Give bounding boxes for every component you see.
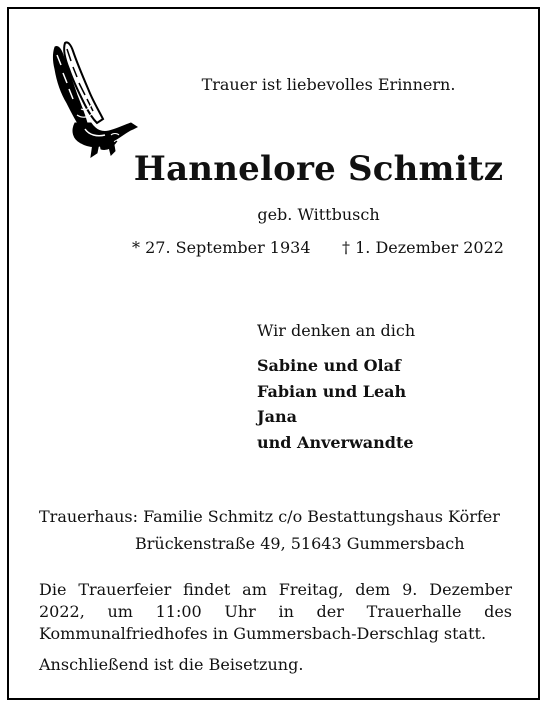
ceremony-info: Die Trauerfeier findet am Freitag, dem 9. Dezember 2022, um 11:00 Uhr in der Trauerhalle des Kommunalfriedhofes in Gummersbach-Derschlag statt. xyxy=(39,580,512,643)
motto: Trauer ist liebevolles Erinnern. xyxy=(201,75,456,94)
obituary-card xyxy=(7,7,540,700)
death-date: † 1. Dezember 2022 xyxy=(342,238,504,257)
deceased-name: Hannelore Schmitz xyxy=(133,149,504,189)
mourner-item: und Anverwandte xyxy=(257,432,414,452)
birth-date: * 27. September 1934 xyxy=(132,238,311,257)
mourner-item: Fabian und Leah xyxy=(257,381,407,401)
house-address: Brückenstraße 49, 51643 Gummersbach xyxy=(135,534,465,553)
burial-info: Anschließend ist die Beisetzung. xyxy=(39,655,304,674)
mourners-list xyxy=(257,353,414,455)
house-of-mourning: Trauerhaus: Familie Schmitz c/o Bestattungshaus Körfer xyxy=(39,507,500,526)
praying-hands-icon xyxy=(41,39,141,163)
birth-name: geb. Wittbusch xyxy=(257,205,380,224)
remembrance-line: Wir denken an dich xyxy=(257,321,416,340)
mourner-item: Sabine und Olaf xyxy=(257,356,401,375)
mourner-item: Jana xyxy=(257,407,297,426)
